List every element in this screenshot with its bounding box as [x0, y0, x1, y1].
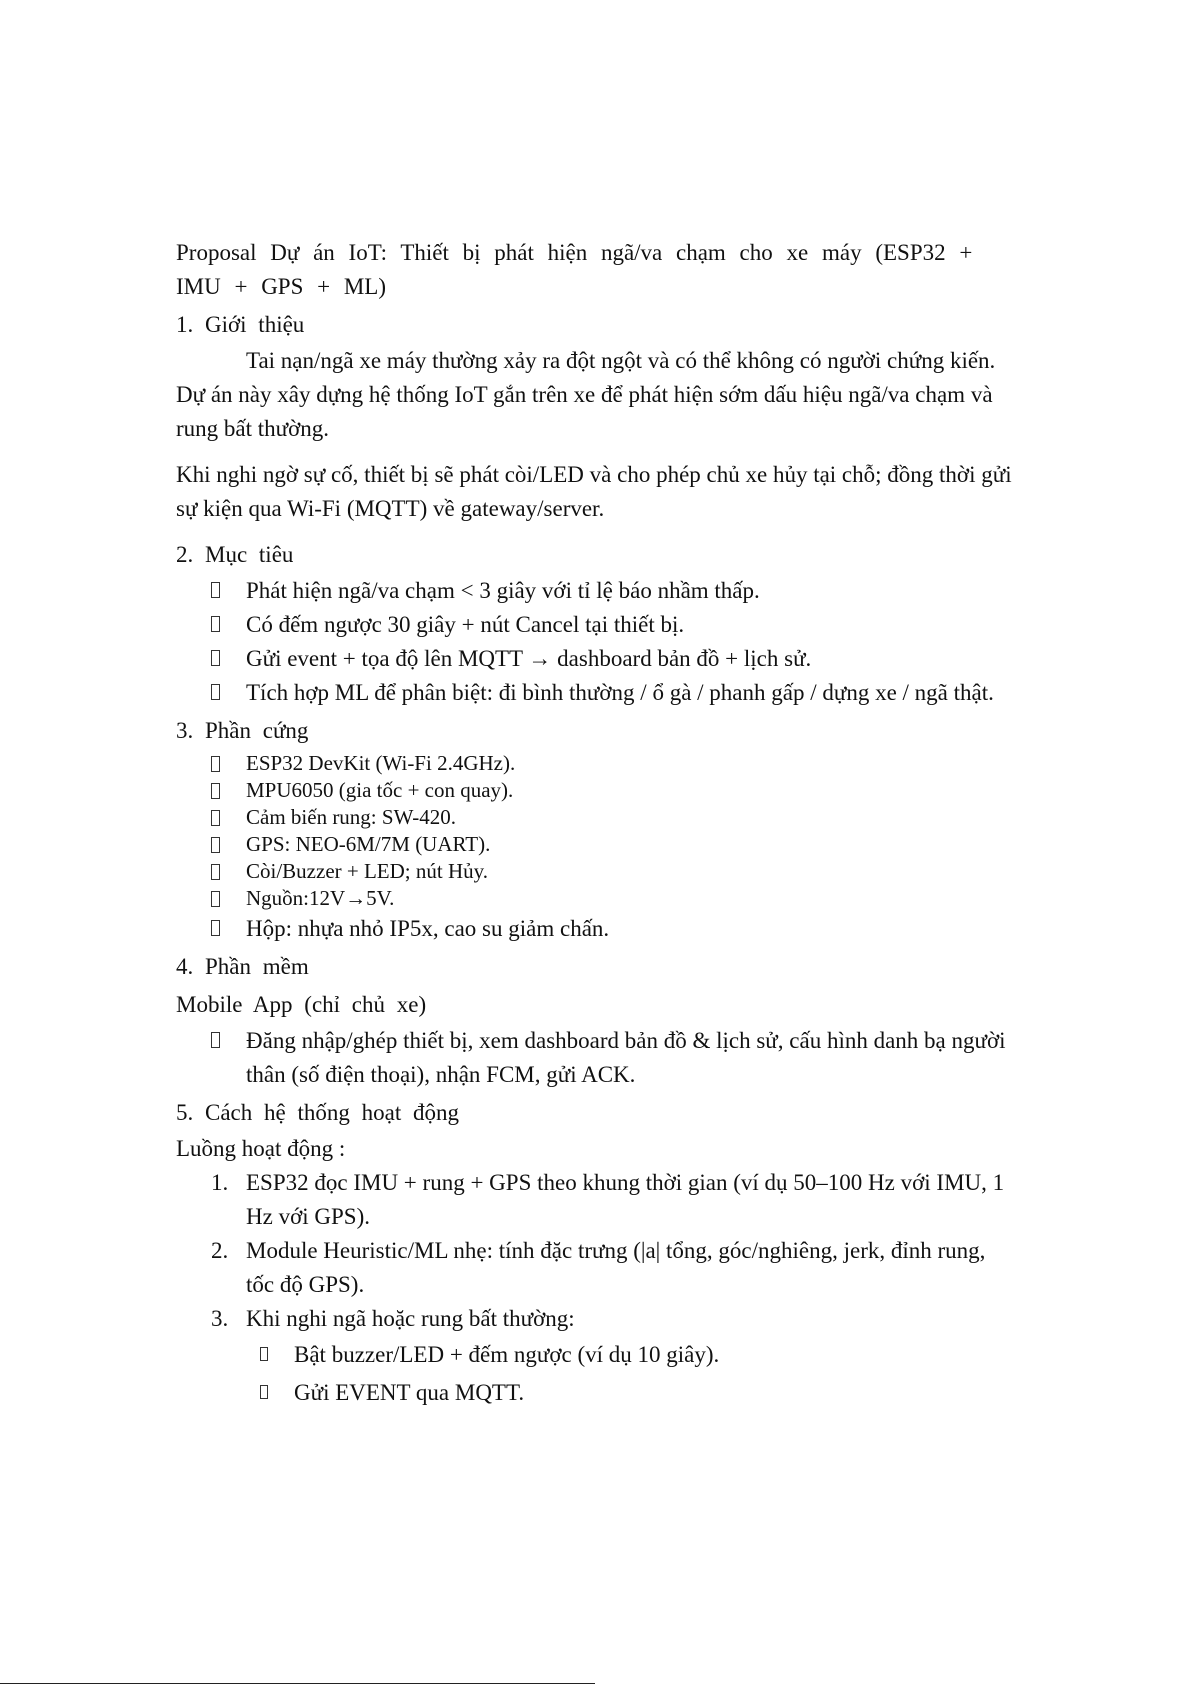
list-item: 1. ESP32 đọc IMU + rung + GPS theo khung thời gian (ví dụ 50–100 Hz với IMU, 1 Hz với GPS).	[211, 1170, 1005, 1229]
list-item: MPU6050 (gia tốc + con quay).	[176, 777, 1019, 804]
bullet-icon	[211, 1032, 220, 1048]
bullet-icon	[211, 920, 220, 936]
mobile-app-subheading: Mobile App (chỉ chủ xe)	[176, 992, 427, 1017]
bullet-icon	[211, 756, 220, 772]
bullet-icon	[211, 891, 220, 907]
hardware-list-last	[176, 912, 1019, 946]
bullet-icon	[211, 684, 220, 700]
bullet-icon	[211, 616, 220, 632]
flow-steps	[176, 1166, 1019, 1336]
bullet-icon	[211, 864, 220, 880]
hardware-list	[176, 750, 1019, 912]
list-item: Còi/Buzzer + LED; nút Hủy.	[176, 858, 1019, 885]
bullet-icon	[211, 837, 220, 853]
intro-paragraph-2: Khi nghi ngờ sự cố, thiết bị sẽ phát còi/LED và cho phép chủ xe hủy tại chỗ; đồng thời gửi sự kiện qua Wi-Fi (MQTT) về gateway/server.	[176, 462, 1012, 521]
list-item: Đăng nhập/ghép thiết bị, xem dashboard bản đồ & lịch sử, cấu hình danh bạ người thân (số điện thoại), nhận FCM, gửi ACK.	[176, 1024, 1019, 1092]
goals-list	[176, 574, 1019, 710]
list-item: Cảm biến rung: SW-420.	[176, 804, 1019, 831]
list-item: Tích hợp ML để phân biệt: đi bình thường / ổ gà / phanh gấp / dựng xe / ngã thật.	[176, 676, 1019, 710]
software-list	[176, 1024, 1019, 1092]
list-item: Nguồn:12V→5V.	[176, 885, 1019, 912]
section-2-heading: 2. Mục tiêu	[176, 542, 294, 567]
section-1-heading: 1. Giới thiệu	[176, 312, 305, 337]
list-item: Gửi EVENT qua MQTT.	[176, 1374, 1019, 1412]
bullet-icon	[260, 1347, 268, 1361]
list-item: Gửi event + tọa độ lên MQTT → dashboard bản đồ + lịch sử.	[176, 642, 1019, 676]
list-item: Hộp: nhựa nhỏ IP5x, cao su giảm chấn.	[176, 912, 1019, 946]
bullet-icon	[211, 783, 220, 799]
list-item: Có đếm ngược 30 giây + nút Cancel tại thiết bị.	[176, 608, 1019, 642]
bullet-icon	[211, 810, 220, 826]
flow-sub-list	[176, 1336, 1019, 1412]
section-3-heading: 3. Phần cứng	[176, 718, 309, 743]
section-4-heading: 4. Phần mềm	[176, 954, 309, 979]
list-item: GPS: NEO-6M/7M (UART).	[176, 831, 1019, 858]
section-5-heading: 5. Cách hệ thống hoạt động	[176, 1100, 459, 1125]
bullet-icon	[211, 650, 220, 666]
bullet-icon	[260, 1385, 268, 1399]
list-item: Phát hiện ngã/va chạm < 3 giây với tỉ lệ báo nhầm thấp.	[176, 574, 1019, 608]
page-title: Proposal Dự án IoT: Thiết bị phát hiện ngã/va chạm cho xe máy (ESP32 + IMU + GPS + ML)	[176, 240, 973, 299]
footnote-divider	[0, 1683, 595, 1684]
intro-paragraph: Tai nạn/ngã xe máy thường xảy ra đột ngột và có thể không có người chứng kiến. Dự án này xây dựng hệ thống IoT gắn trên xe để phát hiện sớm dấu hiệu ngã/va chạm và rung bất thường.	[176, 348, 996, 441]
document-page	[176, 236, 1019, 1412]
list-item: 2. Module Heuristic/ML nhẹ: tính đặc trưng (|a| tổng, góc/nghiêng, jerk, đỉnh rung, tốc độ GPS).	[211, 1238, 986, 1297]
flow-label: Luồng hoạt động :	[176, 1136, 346, 1161]
bullet-icon	[211, 582, 220, 598]
list-item: ESP32 DevKit (Wi-Fi 2.4GHz).	[176, 750, 1019, 777]
list-item: 3. Khi nghi ngã hoặc rung bất thường:	[211, 1306, 575, 1331]
list-item: Bật buzzer/LED + đếm ngược (ví dụ 10 giây).	[176, 1336, 1019, 1374]
